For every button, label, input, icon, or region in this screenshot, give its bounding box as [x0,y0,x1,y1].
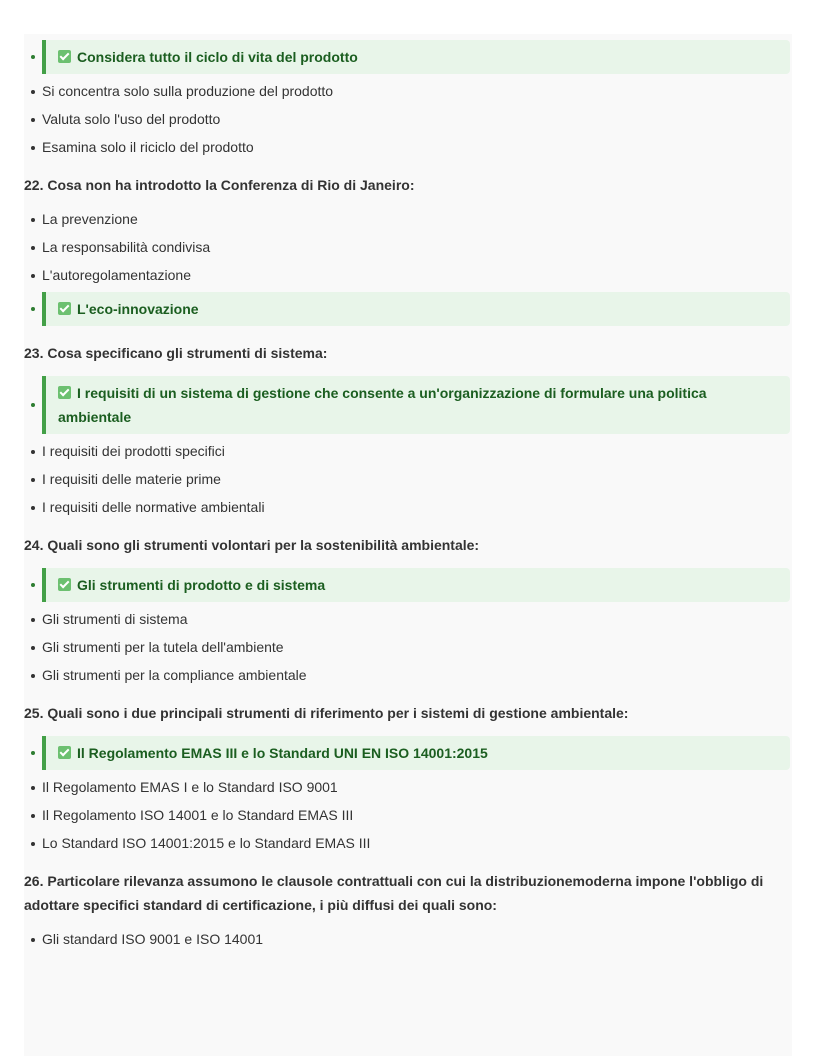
answer-option [24,829,792,857]
answer-option [24,493,792,521]
option-list [24,925,792,953]
answer-text: Gli strumenti di sistema [42,611,188,627]
option-list [24,373,792,521]
correct-answer [24,289,792,329]
answer-option [24,465,792,493]
answer-option [24,633,792,661]
answer-text: I requisiti delle materie prime [42,471,221,487]
question-title: 23. Cosa specificano gli strumenti di sistema: [24,345,328,361]
question-title: 25. Quali sono i due principali strumenti di riferimento per i sistemi di gestione ambientale: [24,705,629,721]
question-block [24,533,792,689]
answer-option [24,925,792,953]
answer-text: Considera tutto il ciclo di vita del prodotto [77,49,358,65]
answer-text: La prevenzione [42,211,138,227]
answer-text: Esamina solo il riciclo del prodotto [42,139,254,155]
correct-answer [24,565,792,605]
answer-text: Gli strumenti per la compliance ambientale [42,667,307,683]
question-title: 22. Cosa non ha introdotto la Conferenza di Rio di Janeiro: [24,177,415,193]
answer-option [24,105,792,133]
answer-option [24,773,792,801]
correct-answer [24,37,792,77]
option-list [24,733,792,857]
correct-answer-highlight [42,736,790,770]
answer-text: Si concentra solo sulla produzione del prodotto [42,83,334,99]
answer-text: Il Regolamento EMAS III e lo Standard UNI EN ISO 14001:2015 [77,745,488,761]
question-list [24,173,792,953]
answer-text: Il Regolamento EMAS I e lo Standard ISO 9001 [42,779,338,795]
question-block [24,701,792,857]
option-list [24,565,792,689]
answer-text: I requisiti di un sistema di gestione che consente a un'organizzazione di formulare una politica ambientale [58,385,707,425]
correct-answer-highlight [42,376,790,434]
checkmark-icon [58,746,71,759]
answer-option [24,205,792,233]
checkmark-icon [58,386,71,399]
correct-answer-highlight [42,568,790,602]
answer-option [24,233,792,261]
answer-text: Gli standard ISO 9001 e ISO 14001 [42,931,264,947]
answer-option [24,133,792,161]
answer-option [24,437,792,465]
answer-text: Valuta solo l'uso del prodotto [42,111,221,127]
answer-text: I requisiti dei prodotti specifici [42,443,225,459]
correct-answer [24,373,792,437]
answer-text: Il Regolamento ISO 14001 e lo Standard EMAS III [42,807,354,823]
question-block [24,869,792,953]
correct-answer [24,733,792,773]
question-title: 24. Quali sono gli strumenti volontari per la sostenibilità ambientale: [24,537,480,553]
answer-option [24,605,792,633]
correct-answer-highlight [42,40,790,74]
answer-text: I requisiti delle normative ambientali [42,499,265,515]
question-title: 26. Particolare rilevanza assumono le clausole contrattuali con cui la distribuzionemoderna impone l'obbligo di adottare specifici standard di certificazione, i più diffusi dei quali sono: [24,873,764,913]
option-list [24,205,792,329]
answer-text: Gli strumenti di prodotto e di sistema [77,577,326,593]
answer-option [24,77,792,105]
option-list [24,37,792,161]
checkmark-icon [58,50,71,63]
answer-text: La responsabilità condivisa [42,239,211,255]
answer-text: Lo Standard ISO 14001:2015 e lo Standard EMAS III [42,835,371,851]
checkmark-icon [58,302,71,315]
question-block [24,341,792,521]
correct-answer-highlight [42,292,790,326]
answer-option [24,661,792,689]
checkmark-icon [58,578,71,591]
answer-text: L'eco-innovazione [77,301,199,317]
answer-option [24,261,792,289]
answer-option [24,801,792,829]
answer-text: L'autoregolamentazione [42,267,192,283]
previous-question-answers [24,34,792,161]
answer-text: Gli strumenti per la tutela dell'ambiente [42,639,284,655]
quiz-page [24,34,792,1056]
question-block [24,173,792,329]
